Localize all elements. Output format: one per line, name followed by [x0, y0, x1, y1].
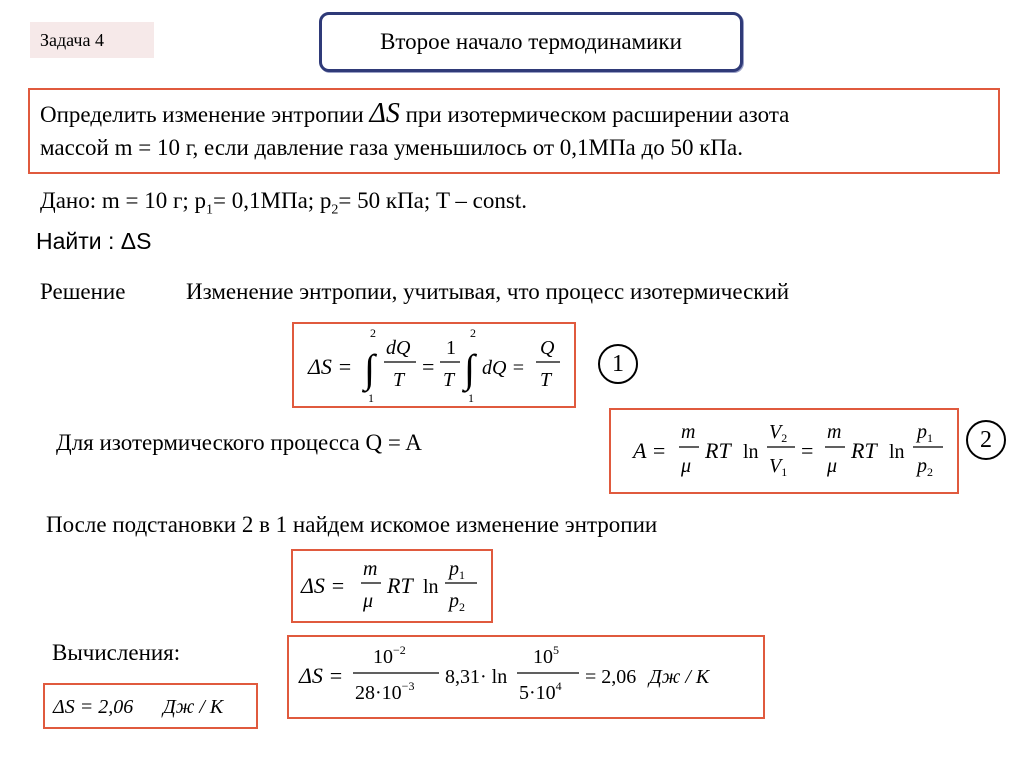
p2-subscript: 2: [331, 202, 339, 218]
given-prefix: Дано: m = 10 г; p: [40, 188, 207, 213]
f2-mu-2: μ: [827, 455, 838, 477]
f2-v1: $V_1$: [769, 455, 788, 479]
f1-lhs: ΔS =: [308, 354, 353, 379]
delta-s-symbol: ΔS: [369, 98, 400, 129]
f1-frac2-num: 1: [446, 337, 456, 359]
f3-p1: $p_1$: [449, 558, 465, 582]
answer-lhs: ΔS = 2,06: [53, 696, 134, 718]
f1-integral-sign: ∫: [364, 346, 375, 391]
f4-unit: Дж / К: [649, 666, 710, 688]
f4-result: = 2,06: [585, 666, 637, 688]
formula-entropy-integral: [292, 322, 576, 408]
f2-mu: μ: [681, 455, 692, 477]
problem-statement: [28, 88, 1000, 174]
f4-num2: $10^5$: [533, 643, 559, 668]
f1-lower-limit: 1: [368, 391, 374, 405]
f2-m: m: [681, 421, 696, 443]
formula-work-isothermal: [609, 408, 959, 494]
f2-p2: $p_2$: [917, 455, 933, 479]
f1-frac1-den: T: [393, 369, 405, 391]
f1-frac2-den: T: [443, 369, 455, 391]
f2-p1: $p_1$: [917, 421, 933, 445]
f1-lower-limit-2: 1: [468, 391, 474, 405]
given-data: [40, 188, 527, 219]
p1-subscript: 1: [206, 202, 214, 218]
problem-text-b: при изотермическом расширении азота: [399, 102, 790, 127]
f4-den2: $5\cdot 10^4$: [519, 679, 562, 704]
answer-unit: Дж / К: [163, 696, 224, 718]
given-mid: = 0,1МПа; p: [213, 188, 332, 213]
solution-label: Решение: [40, 279, 126, 304]
formula-numeric-calculation: [287, 635, 765, 719]
problem-text-a: Определить изменение энтропии: [40, 102, 370, 127]
f4-num1: $10^{-2}$: [373, 643, 406, 668]
task-label: Задача 4: [30, 22, 154, 58]
formula-entropy-result: [291, 549, 493, 623]
f1-frac1-num: dQ: [386, 337, 411, 359]
equation-number-2: 2: [966, 420, 1006, 460]
calculations-label: Вычисления:: [52, 640, 181, 665]
f3-m: m: [363, 558, 378, 580]
f4-lhs: ΔS =: [299, 663, 344, 688]
f3-mu: μ: [363, 590, 374, 612]
f2-ln: ln: [743, 441, 759, 463]
f2-rt: RT: [705, 438, 731, 463]
given-suffix: = 50 кПа; T – const.: [338, 188, 527, 213]
f2-v2: $V_2$: [769, 421, 788, 445]
f2-m-2: m: [827, 421, 842, 443]
f3-lhs: ΔS =: [301, 573, 346, 598]
f1-frac3-num: Q: [540, 337, 555, 359]
f1-upper-limit-2: 2: [470, 326, 476, 340]
f2-ln-2: ln: [889, 441, 905, 463]
solution-text: Изменение энтропии, учитывая, что процесс изотермический: [186, 279, 790, 304]
f4-mid: 8,31· ln: [445, 666, 508, 688]
f3-p2: $p_2$: [449, 590, 465, 614]
f4-den1: $28\cdot 10^{-3}$: [355, 679, 415, 704]
f1-dq: dQ =: [482, 357, 525, 379]
f3-ln: ln: [423, 576, 439, 598]
f1-integral-sign-2: ∫: [464, 346, 475, 391]
f2-eq: =: [801, 438, 814, 463]
f2-lhs: A =: [633, 438, 667, 463]
problem-line-1: [40, 97, 998, 131]
find-label: Найти : ΔS: [36, 228, 152, 254]
f1-frac3-den: T: [540, 369, 552, 391]
f1-eq: =: [422, 354, 435, 379]
f2-rt-2: RT: [851, 438, 877, 463]
isothermal-text: Для изотермического процесса Q = A: [56, 430, 422, 455]
after-substitution-text: После подстановки 2 в 1 найдем искомое изменение энтропии: [46, 512, 658, 537]
f1-upper-limit: 2: [370, 326, 376, 340]
slide-title: Второе начало термодинамики: [319, 12, 743, 72]
f3-rt: RT: [387, 573, 413, 598]
problem-line-2: массой m = 10 г, если давление газа уменьшилось от 0,1МПа до 50 кПа.: [40, 135, 743, 160]
equation-number-1: 1: [598, 344, 638, 384]
answer-box: [43, 683, 258, 729]
